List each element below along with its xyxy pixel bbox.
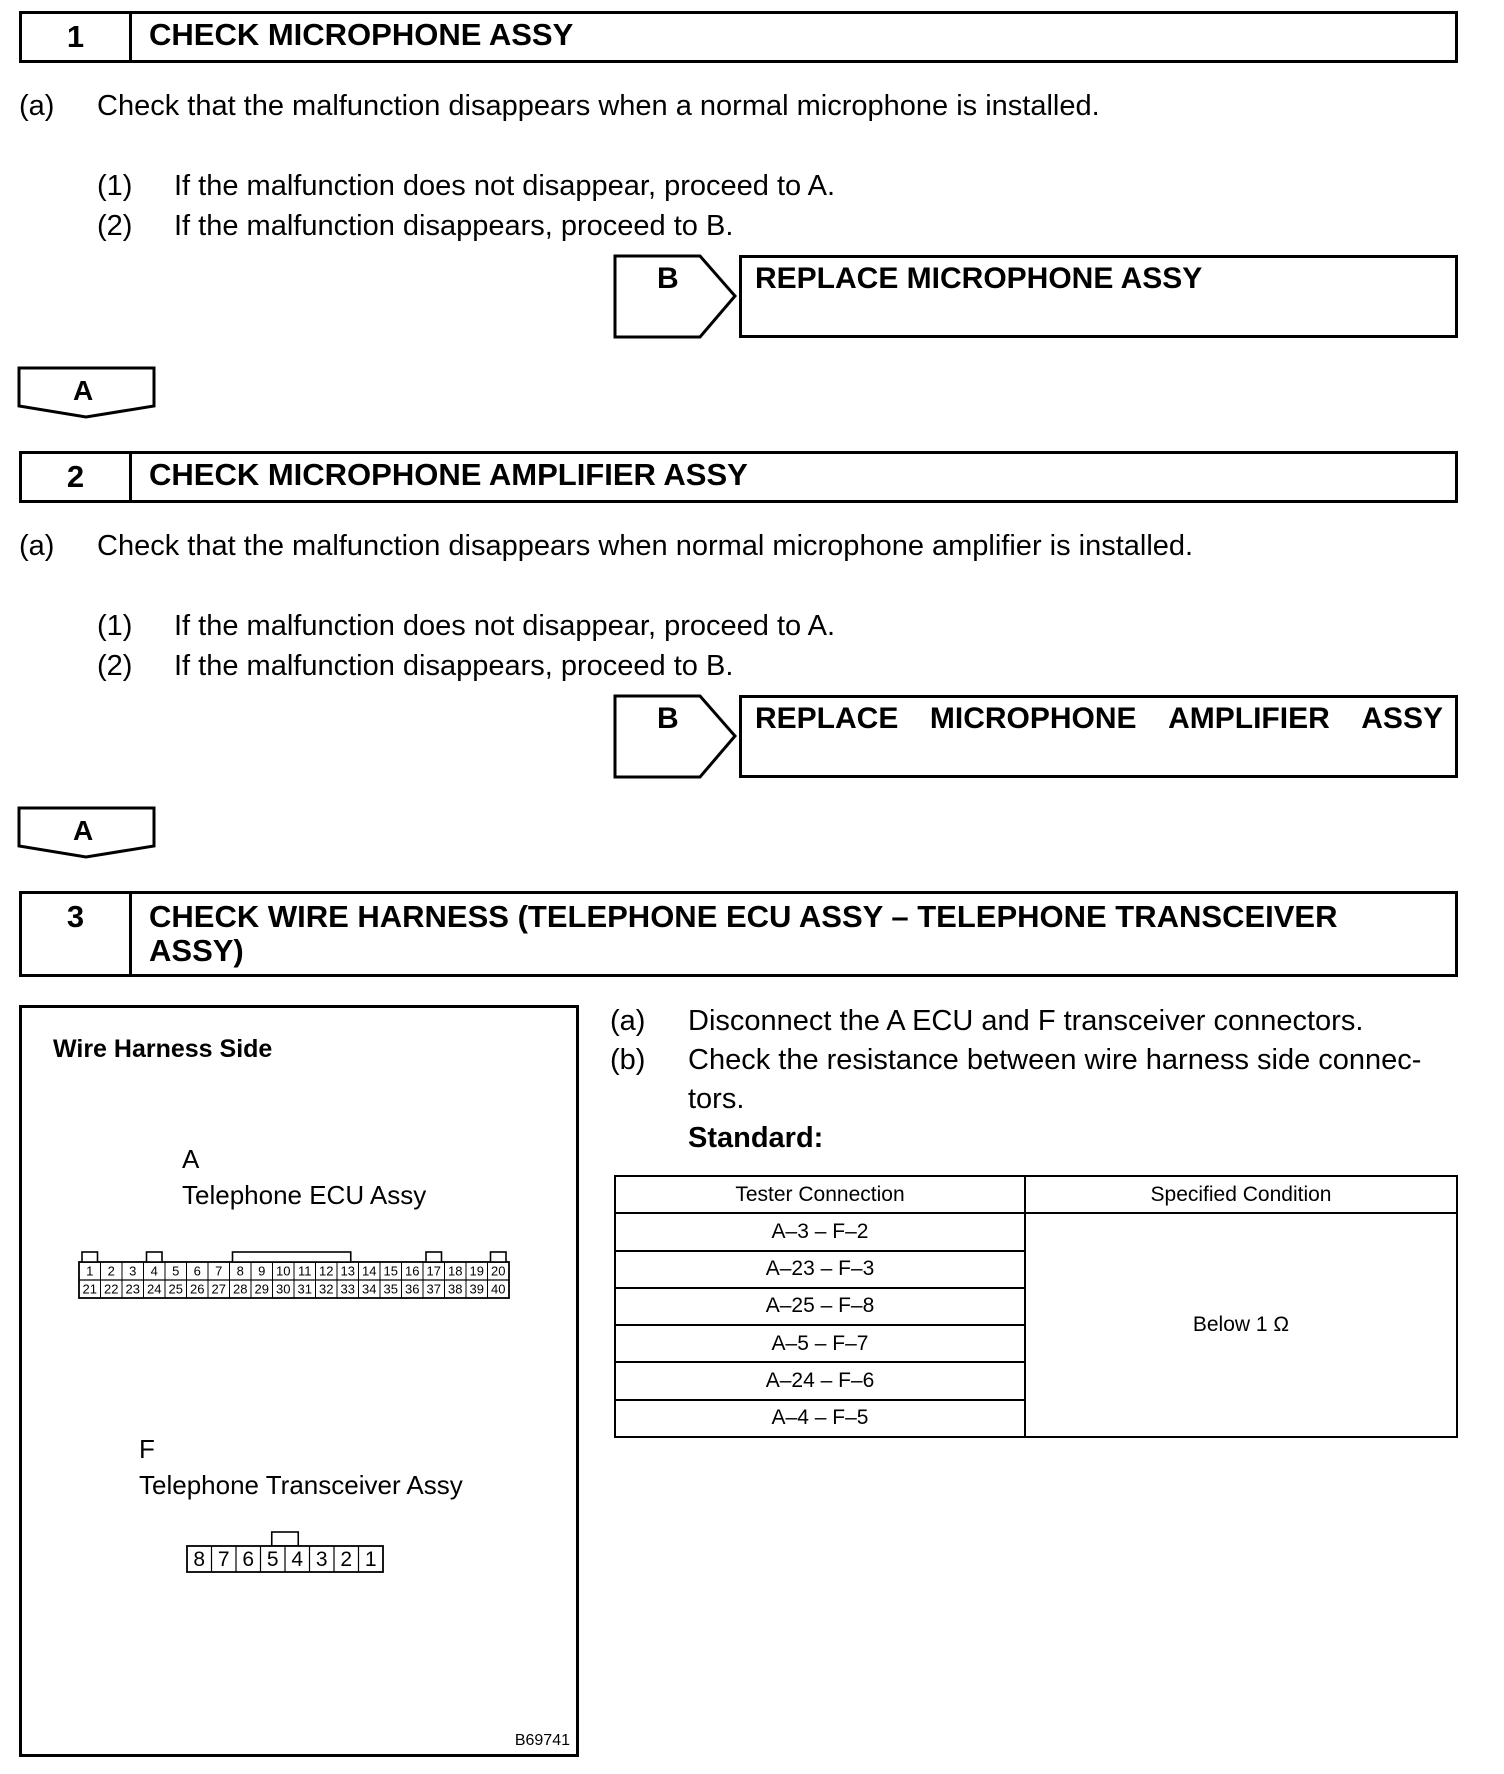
figure-code: B69741 (514, 1732, 570, 1749)
connector-a-pin: 30 (276, 1281, 291, 1297)
table-header-row (615, 1176, 1457, 1213)
tester-connection: A–3 – F–2 (615, 1213, 1025, 1250)
step-number: 3 (22, 894, 132, 974)
connector-a-pin: 27 (211, 1281, 226, 1297)
connector-f-pin: 4 (291, 1548, 304, 1571)
connector-a-pin: 20 (491, 1263, 506, 1279)
standard-label: Standard: (688, 1122, 824, 1154)
substep-marker: (2) (97, 650, 133, 682)
connector-a-pin: 34 (362, 1281, 377, 1297)
connector-a-pin: 3 (129, 1263, 137, 1279)
connector-latch (272, 1532, 299, 1546)
branch-a-label: A (73, 375, 94, 406)
substep-text: If the malfunction does not disappear, proceed to A. (174, 170, 835, 202)
step-title (149, 900, 1435, 968)
connector-f-name: Telephone Transceiver Assy (139, 1470, 463, 1500)
table-row (615, 1213, 1457, 1250)
connector-latch (147, 1252, 163, 1262)
figure-heading: Wire Harness Side (53, 1035, 273, 1063)
step-number: 2 (22, 454, 132, 500)
branch-b-action-box (739, 695, 1458, 778)
procedure-text: Disconnect the A ECU and F transceiver connectors. (688, 1005, 1364, 1037)
connector-f-diagram (184, 1530, 424, 1590)
branch-b-label: B (657, 702, 679, 735)
substep-text: If the malfunction disappears, proceed to B. (174, 210, 734, 242)
connector-a-pin: 25 (168, 1281, 183, 1297)
branch-a-label: A (73, 815, 94, 846)
connector-a-pin: 9 (258, 1263, 266, 1279)
substep-marker: (1) (97, 170, 133, 202)
step-number: 1 (22, 14, 132, 60)
connector-a-pin: 23 (125, 1281, 140, 1297)
connector-a-pin: 4 (150, 1263, 158, 1279)
step-1-header (19, 11, 1458, 63)
tester-connection: A–25 – F–8 (615, 1288, 1025, 1325)
branch-b-label: B (657, 262, 679, 295)
step-title: CHECK MICROPHONE ASSY (149, 17, 574, 52)
connector-latch (426, 1252, 442, 1262)
connector-f-pin: 6 (242, 1548, 255, 1571)
step-2-header (19, 451, 1458, 503)
connector-a-pin: 39 (469, 1281, 484, 1297)
procedure-text: tors. (688, 1083, 745, 1115)
connector-a-pin: 18 (448, 1263, 463, 1279)
connector-a-pin: 22 (104, 1281, 119, 1297)
connector-a-pin: 28 (233, 1281, 248, 1297)
substep-text: If the malfunction does not disappear, proceed to A. (174, 610, 835, 642)
step-title-line: ASSY) (149, 933, 244, 968)
branch-b-action: REPLACE MICROPHONE ASSY (755, 262, 1203, 295)
connector-a-pin: 2 (107, 1263, 115, 1279)
connector-a-pin: 21 (82, 1281, 97, 1297)
procedure-marker: (a) (610, 1005, 646, 1037)
substep-marker: (1) (97, 610, 133, 642)
connector-latch (233, 1252, 351, 1262)
instruction-marker: (a) (19, 530, 55, 562)
connector-a-pin: 12 (319, 1263, 334, 1279)
connector-a-pin: 36 (405, 1281, 420, 1297)
connector-a-pin: 37 (426, 1281, 441, 1297)
tester-connection: A–23 – F–3 (615, 1251, 1025, 1288)
connector-a-pin: 24 (147, 1281, 162, 1297)
branch-b-action-word: AMPLIFIER (1168, 702, 1330, 735)
connector-a-pin: 7 (215, 1263, 223, 1279)
connector-a-pin: 40 (491, 1281, 506, 1297)
connector-a-pin: 10 (276, 1263, 291, 1279)
instruction-marker: (a) (19, 90, 55, 122)
tester-connection: A–24 – F–6 (615, 1362, 1025, 1399)
connector-a-pin: 32 (319, 1281, 334, 1297)
substep-text: If the malfunction disappears, proceed to B. (174, 650, 734, 682)
connector-a-pin: 19 (469, 1263, 484, 1279)
connector-latch (82, 1252, 98, 1262)
table-header: Tester Connection (615, 1176, 1025, 1213)
connector-f-pin: 7 (217, 1548, 230, 1571)
connector-a-pin: 16 (405, 1263, 420, 1279)
connector-a-name: Telephone ECU Assy (182, 1180, 427, 1210)
step-title: CHECK MICROPHONE AMPLIFIER ASSY (149, 457, 748, 492)
connector-a-pin: 33 (340, 1281, 355, 1297)
connector-a-pin: 35 (383, 1281, 398, 1297)
connector-a-pin: 13 (340, 1263, 355, 1279)
step-title-line: CHECK WIRE HARNESS (TELEPHONE ECU ASSY – TELEPHONE TRANSCEIVER (149, 899, 1338, 934)
connector-f-letter: F (139, 1434, 155, 1464)
specified-condition: Below 1 Ω (1025, 1213, 1457, 1437)
connector-latch (491, 1252, 507, 1262)
instruction-text: Check that the malfunction disappears when a normal microphone is installed. (97, 90, 1100, 122)
connector-f-pin: 2 (340, 1548, 353, 1571)
wire-harness-figure (19, 1005, 579, 1757)
connector-a-pin: 17 (426, 1263, 441, 1279)
tester-connection: A–4 – F–5 (615, 1400, 1025, 1437)
connector-f-pin: 3 (315, 1548, 328, 1571)
connector-a-pin: 26 (190, 1281, 205, 1297)
branch-b-action-box (739, 255, 1458, 338)
connector-f-pin: 5 (266, 1548, 279, 1571)
procedure-marker: (b) (610, 1044, 646, 1076)
connector-a-pin: 31 (297, 1281, 312, 1297)
connector-a-pin: 29 (254, 1281, 269, 1297)
table-header: Specified Condition (1025, 1176, 1457, 1213)
connector-a-pin: 11 (298, 1263, 312, 1279)
branch-b-action-word: REPLACE (755, 702, 899, 735)
connector-a-letter: A (182, 1144, 200, 1174)
connector-a-pin: 1 (86, 1263, 94, 1279)
connector-f-pin: 8 (193, 1548, 206, 1571)
connector-a-pin: 6 (193, 1263, 201, 1279)
connector-a-pin: 8 (236, 1263, 244, 1279)
step-3-header (19, 891, 1458, 977)
instruction-text: Check that the malfunction disappears when normal microphone amplifier is installed. (97, 530, 1194, 562)
procedure-text: Check the resistance between wire harness side connec- (688, 1044, 1422, 1076)
connector-a-pin: 38 (448, 1281, 463, 1297)
connector-a-pin: 5 (172, 1263, 180, 1279)
standard-table (614, 1175, 1458, 1438)
connector-a-diagram (76, 1240, 506, 1310)
connector-f-pin: 1 (364, 1548, 377, 1571)
substep-marker: (2) (97, 210, 133, 242)
tester-connection: A–5 – F–7 (615, 1325, 1025, 1362)
connector-a-pin: 14 (362, 1263, 377, 1279)
branch-b-action-word: MICROPHONE (929, 702, 1137, 735)
branch-b-action-word: ASSY (1361, 702, 1443, 735)
connector-a-pin: 15 (383, 1263, 398, 1279)
